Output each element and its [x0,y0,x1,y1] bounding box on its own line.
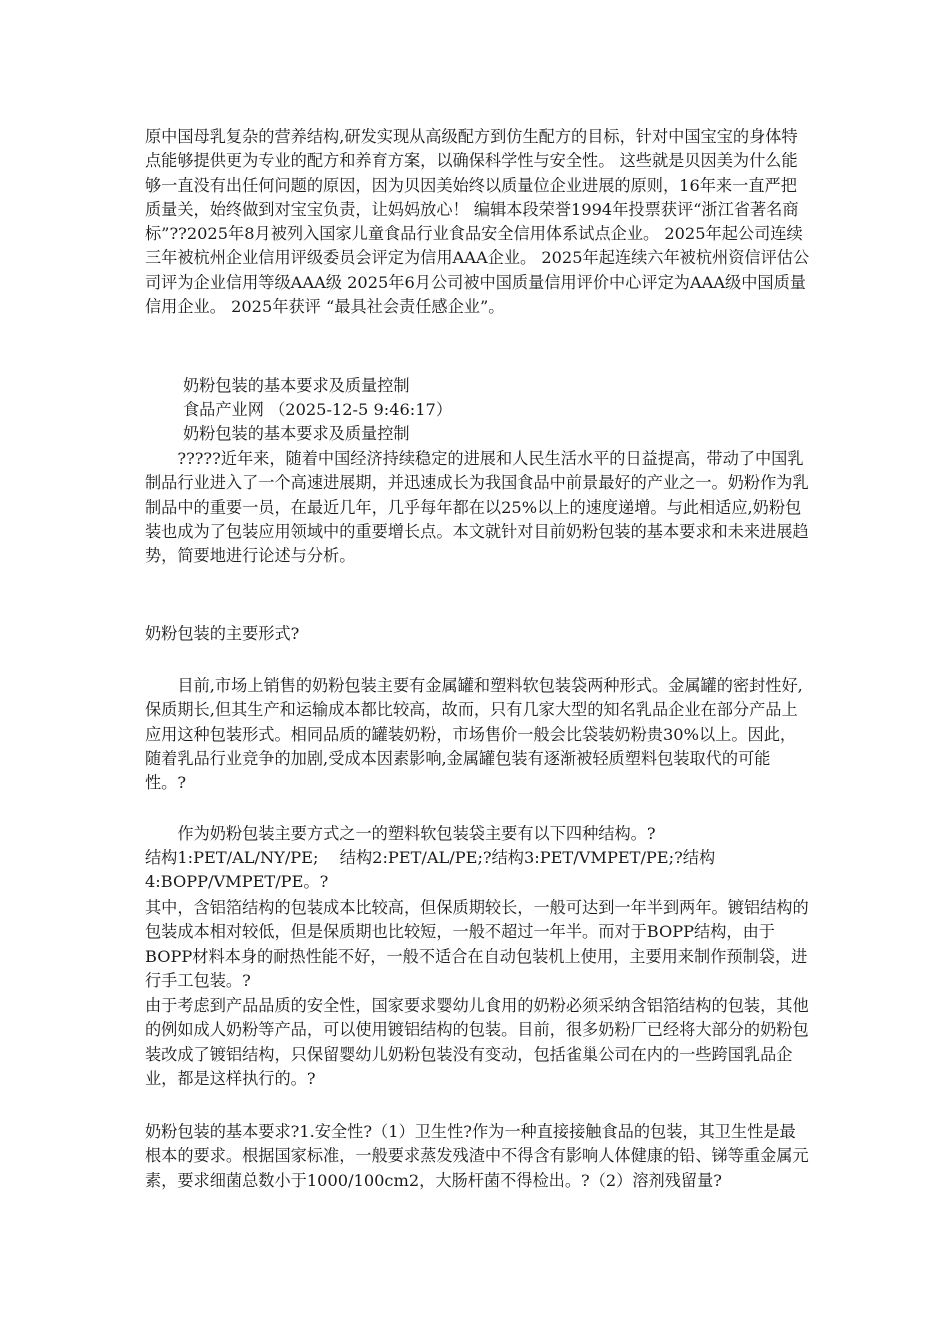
paragraph-forms: 目前,市场上销售的奶粉包装主要有金属罐和塑料软包装袋两种形式。金属罐的密封性好,保质期长,但其生产和运输成本都比较高，故而，只有几家大型的知名乳品企业在部分产品上应用这种包装形式。相同品质的罐装奶粉，市场售价一般会比袋装奶粉贵30%以上。因此，随着乳品行业竞争的加剧,受成本因素影响,金属罐包装有逐渐被轻质塑料包装取代的可能性。? [145,676,803,793]
paragraph-intro: ?????近年来，随着中国经济持续稳定的进展和人民生活水平的日益提高，带动了中国乳制品行业进入了一个高速进展期，并迅速成长为我国食品中前景最好的产业之一。奶粉作为乳制品中的重要一员，在最近几年，几乎每年都在以25%以上的速度递增。与此相适应,奶粉包装也成为了包装应用领域中的重要增长点。本文就针对目前奶粉包装的基本要求和未来进展趋势，简要地进行论述与分析。 [145,449,809,566]
paragraph-cost-comparison: 其中，含铝箔结构的包装成本比较高，但保质期较长，一般可达到一年半到两年。镀铝结构的包装成本相对较低，但是保质期也比较短，一般不超过一年半。而对于BOPP结构，由于BOPP材料本身的耐热性能不好，一般不适合在自动包装机上使用，主要用来制作预制袋，进行手工包装。? [145,898,809,990]
paragraph-structures-intro: 作为奶粉包装主要方式之一的塑料软包装袋主要有以下四种结构。? [177,824,656,843]
article-source: 食品产业网 （2025-12-5 9:46:17） [183,400,453,419]
paragraph-honors: 原中国母乳复杂的营养结构,研发实现从高级配方到仿生配方的目标，针对中国宝宝的身体特点能够提供更为专业的配方和养育方案，以确保科学性与安全性。 这些就是贝因美为什么能够一直没有出任何问题的原因，因为贝因美始终以质量位企业进展的原则，16年来一直严把质量关，始终做到对宝宝负责，让妈妈放心！ 编辑本段荣誉1994年投票获评“浙江省著名商标”??2025年8月被列入国家儿童食品行业食品安全信用体系试点企业。 2025年起公司连续三年被杭州企业信用评级委员会评定为信用AAA企业。 2025年起连续六年被杭州资信评估公司评为企业信用等级AAA级 2025年6月公司被中国质量信用评价中心评定为AAA级中国质量信用企业。 2025年获评 “最具社会责任感企业”。 [145,127,810,317]
paragraph-basic-requirements: 奶粉包装的基本要求?1.安全性?（1）卫生性?作为一种直接接触食品的包装，其卫生性是最根本的要求。根据国家标准，一般要求蒸发残渣中不得含有影响人体健康的铅、锑等重金属元素，要求细菌总数小于1000/100cm2，大肠杆菌不得检出。?（2）溶剂残留量? [145,1122,809,1190]
article-title: 奶粉包装的基本要求及质量控制 [183,376,410,395]
paragraph-structures-list: 结构1:PET/AL/NY/PE; 结构2:PET/AL/PE;?结构3:PET/VMPET/PE;?结构4:BOPP/VMPET/PE。? [145,848,716,892]
paragraph-safety-policy: 由于考虑到产品品质的安全性，国家要求婴幼儿食用的奶粉必须采纳含铝箔结构的包装，其他的例如成人奶粉等产品，可以使用镀铝结构的包装。目前，很多奶粉厂已经将大部分的奶粉包装改成了镀铝结构，只保留婴幼儿奶粉包装没有变动，包括雀巢公司在内的一些跨国乳品企业，都是这样执行的。? [145,996,809,1088]
article-title-repeat: 奶粉包装的基本要求及质量控制 [183,424,410,443]
section-heading-forms: 奶粉包装的主要形式? [145,624,300,643]
